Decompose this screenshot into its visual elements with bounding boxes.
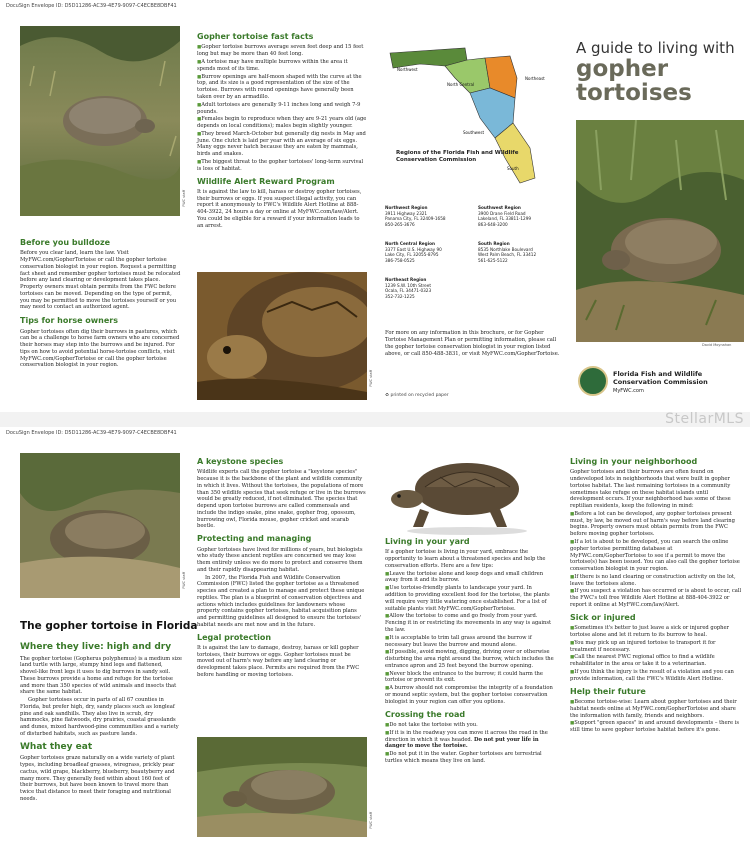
tortoise-burrow-photo bbox=[20, 453, 180, 598]
cover-title-line2: gopher bbox=[576, 56, 669, 83]
cover-title-line3: tortoises bbox=[576, 80, 692, 107]
map-label-northwest: Northwest bbox=[397, 67, 418, 72]
envelope-id: DocuSign Envelope ID: D5D11286-AC39-4E79-9097-C4ECBE8DBF41 bbox=[6, 3, 177, 9]
yard-tip: ■ Allow the tortoise to come and go freely from your yard. Fencing it in or restricting its movements in any way is against the law. bbox=[385, 613, 555, 633]
region-city: Lakeland, FL 33811-1299 bbox=[478, 216, 532, 222]
sick-tip: ■ If you think the injury is the result of a violation and you can provide information, call the FWC's Wildlife Alert Hotline. bbox=[570, 669, 742, 683]
protect-text: Gopher tortoises have lived for millions of years, but biologists who study these ancient reptiles are concerned we may lose them entirely unless we do more to protect and conserve them and their rapidly disappearing habitat. bbox=[197, 546, 363, 573]
recycle-icon: ♻ bbox=[385, 393, 391, 398]
region-city: West Palm Beach, FL 33412 bbox=[478, 252, 537, 258]
region-name: South Region bbox=[478, 241, 510, 246]
column-bulldoze-horse bbox=[20, 236, 182, 370]
region-city: Lake City, FL 32055-8795 bbox=[385, 252, 439, 258]
map-caption: Regions of the Florida Fish and Wildlife Conservation Commission bbox=[396, 150, 519, 164]
neighborhood-intro: Gopher tortoises and their burrows are often found on undeveloped lots in neighborhoods that were built in gopher tortoise habitat. The last remaining tortoises in a community sometimes take refuge on these habitat islands until development occurs. If your neighborhood has some of these reptilian residents, keep the following in mind: bbox=[570, 469, 731, 510]
region-north-central bbox=[385, 241, 470, 264]
more-info-text: For more on any information in this brochure, or for Gopher Tortoise Management Plan or permitting information, please call the gopher tortoise conservation biologist in your region listed above, or call 850-488-3831, or visit MyFWC.com/GopherTortoise. bbox=[385, 330, 560, 358]
neighborhood-tip: ■ Before a lot can be developed, any gopher tortoises present must, by law, be moved out of harm's way before land clearing begins. Property owners must obtain permits from the FWC before moving gopher tortoises. bbox=[570, 511, 742, 538]
yard-tip: ■ Use tortoise-friendly plants to landscape your yard. In addition to providing excellent food for the tortoise, the plants will require very little watering once established. For a list of suitable plants visit MyFWC.com/GopherTortoise. bbox=[385, 585, 555, 612]
reward-text: It is against the law to kill, harass or destroy gopher tortoises, their burrows or eggs. If you suspect illegal activity, you can report it anonymously to FWC's Wildlife Alert Hotline at 888-404-3922, 24 hours a day or online at MyFWC.com/law/Alert. You could be eligible for a reward if your information leads to an arrest. bbox=[197, 188, 362, 229]
yard-tip: ■ It is acceptable to trim tall grass around the burrow if necessary but leave the burrow and mound alone. bbox=[385, 635, 555, 649]
fact-item: ■ They breed March-October but generally dig nests in May and June. One clutch is laid per year with an average of six eggs. Many eggs never hatch because they are eaten by mammals, birds and snakes. bbox=[197, 131, 367, 158]
region-phone: 850-265-3676 bbox=[385, 222, 415, 228]
bulldoze-text: Before you clear land, learn the law. Visit MyFWC.com/GopherTortoise or call the gopher tortoise conservation biologist in your region. Request a permitting fact sheet and remember gopher tortoises must be relocated before any land clearing or development takes place. Property owners must obtain permits from the FWC before tortoises can be moved. Depending on the type of permit, you may be permitted to move the tortoises yourself or you may need to contact an authorized agent. bbox=[20, 250, 181, 311]
region-address: 3377 East U.S. Highway 90 bbox=[385, 246, 442, 252]
cover-tortoise-photo bbox=[576, 120, 744, 342]
yard-intro: If a gopher tortoise is living in your yard, embrace the opportunity to learn about a threatened species and help the conservation efforts. Here are a few tips: bbox=[385, 549, 546, 569]
future-heading: Help their future bbox=[570, 686, 646, 696]
road-tip: ■ Do not take the tortoise with you. bbox=[385, 722, 555, 729]
future-tip: ■ Become tortoise-wise: Learn about gopher tortoises and their habitat needs online at MyFWC.com/GopherTortoise and share the information with family, friends and neighbors. bbox=[570, 699, 742, 719]
region-city: Ocala, FL 34471-0323 bbox=[385, 288, 432, 294]
sick-tip: ■ Sometimes it's better to just leave a sick or injured gopher tortoise alone and let it return to its burrow to heal. bbox=[570, 625, 742, 639]
fact-item: ■ Burrow openings are half-moon shaped with the curve at the top, and its size is a good representation of the size of the tortoise. Burrows with round openings have generally been taken over by an armadillo. bbox=[197, 74, 367, 101]
fact-item: ■ Adult tortoises are generally 9-11 inches long and weigh 7-9 pounds. bbox=[197, 102, 367, 116]
recycled-note bbox=[385, 393, 449, 398]
neighborhood-tip: ■ If a lot is about to be developed, you can search the online gopher tortoise permitting database at MyFWC.com/GopherTortoise to see if a permit to move the tortoise(s) has been issued. You can also call the gopher tortoise conservation biologist in your region. bbox=[570, 539, 742, 573]
map-label-south: South bbox=[507, 166, 519, 171]
bulldoze-heading: Before you bulldoze bbox=[20, 238, 111, 247]
region-city: Panama City, FL 32409-1658 bbox=[385, 216, 446, 222]
column-keystone-protect bbox=[197, 455, 367, 680]
yard-tip: ■ Never block the entrance to the burrow; it could harm the tortoise or prevent its exit. bbox=[385, 671, 555, 685]
map-label-southwest: Southwest bbox=[463, 130, 485, 135]
horse-heading: Tips for horse owners bbox=[20, 316, 119, 326]
fwc-url: MyFWC.com bbox=[613, 388, 644, 394]
neighborhood-tip: ■ If you suspect a violation has occurred or is about to occur, call the FWC's toll free Wildlife Alert Hotline at 888-404-3922 or report it online at MyFWC.com/law/Alert. bbox=[570, 588, 742, 608]
road-tip: ■ Do not put it in the water. Gopher tortoises are terrestrial turtles which means they live on land. bbox=[385, 751, 555, 765]
fact-item: ■ Females begin to reproduce when they are 9-21 years old (age depends on local conditions); males begin slightly younger. bbox=[197, 116, 367, 130]
fwc-logo bbox=[578, 366, 743, 400]
region-name: North Central Region bbox=[385, 241, 435, 246]
fact-item: ■ Gopher tortoise burrows average seven feet deep and 15 feet long but may be more than 40 feet long. bbox=[197, 44, 367, 58]
yard-tip: ■ Leave the tortoise alone and keep dogs and small children away from it and its burrow. bbox=[385, 571, 555, 585]
cover-title-line1: A guide to living with bbox=[576, 39, 735, 57]
column-where-eat bbox=[20, 640, 182, 804]
fwc-seal-icon bbox=[578, 366, 608, 396]
fwc-name-line1: Florida Fish and Wildlife bbox=[613, 370, 703, 378]
future-tip: ■ Support "green spaces" in and around developments – there is still time to save gopher tortoise habitat before it's gone. bbox=[570, 720, 742, 734]
fast-facts-heading: Gopher tortoise fast facts bbox=[197, 32, 314, 41]
brochure-outer-page bbox=[0, 0, 750, 412]
region-name: Northwest Region bbox=[385, 205, 428, 210]
keystone-text: Wildlife experts call the gopher tortoise a "keystone species" because it is the backbone of the plant and wildlife community in which it lives. Without the tortoises, the populations of more than 350 wildlife species that seek refuge or live in the burrows would be greatly reduced, if not eliminated. The species that depend upon tortoise burrows are called commensals and include the indigo snake, pine snake, gopher frog, opossum, burrowing owl, Florida mouse, gopher cricket and scarab beetle. bbox=[197, 469, 366, 530]
where-text: The gopher tortoise (Gopherus polyphemus) is a medium size land turtle with large, stumpy hind legs and flattened, shovel-like front legs it uses to dig burrows in sandy soil. These burrows provide a home and refuge for the tortoise and more than 350 species of wild animals and insects that share the same habitat. bbox=[20, 655, 182, 696]
region-phone: 386-758-0525 bbox=[385, 258, 415, 264]
region-phone: 561-625-5122 bbox=[478, 258, 508, 264]
region-phone: 352-732-1225 bbox=[385, 294, 415, 300]
sick-tip: ■ You may pick up an injured tortoise to transport it for treatment if necessary. bbox=[570, 640, 742, 654]
page-section-title: The gopher tortoise in Florida bbox=[20, 620, 198, 632]
fwc-name-line2: Conservation Commission bbox=[613, 378, 708, 387]
reward-heading: Wildlife Alert Reward Program bbox=[197, 176, 335, 186]
region-name: Northeast Region bbox=[385, 277, 427, 282]
road-tip bbox=[385, 730, 555, 750]
region-southwest bbox=[478, 205, 563, 228]
sick-tip: ■ Call the nearest FWC regional office to find a wildlife rehabilitator in the area or take it to a veterinarian. bbox=[570, 654, 742, 668]
region-address: 8535 Northlake Boulevard bbox=[478, 246, 533, 252]
road-tip-text: If it is in the roadway you can move it across the road in the direction in which it was headed. bbox=[385, 729, 548, 743]
protect-text: In 2007, the Florida Fish and Wildlife Conservation Commission (FWC) listed the gopher tortoise as a threatened species and created a plan to manage and protect these unique reptiles. The plan is a blueprint of conservation objectives and actions which includes guidelines for landowners whose property contains gopher tortoises, habitat acquisition plans and permitting guidelines all designed to ensure the tortoises' habitat needs are met now and in the future. bbox=[197, 574, 365, 628]
column-yard-road bbox=[385, 535, 555, 766]
where-heading: Where they live: high and dry bbox=[20, 642, 172, 652]
eat-text: Gopher tortoises graze naturally on a wide variety of plant types, including broadleaf grasses, wiregrass, prickly pear cactus, wild grape, blackberry, blueberry, beautyberry and many more. They generally feed within about 160 feet of their burrows, but have been known to travel more than twice that distance to meet their foraging and nutritional needs. bbox=[20, 755, 175, 802]
tortoise-closeup-photo bbox=[197, 272, 367, 400]
eat-heading: What they eat bbox=[20, 741, 93, 752]
legal-text: It is against the law to damage, destroy, harass or kill gopher tortoises, their burrows or eggs. Gopher tortoises must be moved out of harm's way before any land clearing or development takes place. Permits are required from the FWC before handling or moving tortoises. bbox=[197, 644, 360, 678]
tortoise-walking-photo bbox=[197, 737, 367, 837]
legal-heading: Legal protection bbox=[197, 632, 272, 642]
region-address: 3911 Highway 2321 bbox=[385, 210, 428, 216]
map-label-north-central: North Central bbox=[447, 82, 475, 87]
fact-item: ■ The biggest threat to the gopher tortoises' long-term survival is loss of habitat. bbox=[197, 159, 367, 173]
region-name: Southwest Region bbox=[478, 205, 521, 210]
where-text: Gopher tortoises occur in parts of all 67 counties in Florida, but prefer high, dry, sandy places such as longleaf pine and oak sandhills. They also live in scrub, dry hammocks, pine flatwoods, dry prairies, coastal grasslands and dunes, mixed hardwood-pine communities and a variety of disturbed habitats, such as pasture lands. bbox=[20, 697, 179, 737]
recycled-text: printed on recycled paper bbox=[390, 393, 449, 398]
region-address: 1239 S.W. 10th Street bbox=[385, 282, 431, 288]
tortoise-cutout-image bbox=[385, 457, 545, 537]
brochure-inner-page bbox=[0, 427, 750, 842]
cover-title bbox=[576, 40, 746, 106]
photo-credit: David Moynahan bbox=[702, 343, 732, 347]
keystone-heading: A keystone species bbox=[197, 457, 284, 466]
region-northwest bbox=[385, 205, 470, 228]
column-fast-facts bbox=[197, 30, 367, 230]
region-phone: 863-648-3200 bbox=[478, 222, 508, 228]
yard-tip: ■ If possible, avoid mowing, digging, driving over or otherwise disturbing the area right around the burrow, which includes the entrance apron and 25 feet beyond the burrow opening. bbox=[385, 649, 555, 669]
photo-credit: FWC staff bbox=[369, 812, 373, 829]
sick-heading: Sick or injured bbox=[570, 612, 636, 622]
road-heading: Crossing the road bbox=[385, 709, 466, 719]
yard-tip: ■ A burrow should not compromise the integrity of a foundation or mound septic system, but the gopher tortoise conservation biologist in your region can offer you options. bbox=[385, 685, 555, 705]
region-address: 3900 Drane Field Road bbox=[478, 210, 526, 216]
envelope-id: DocuSign Envelope ID: D5D11286-AC39-4E79-9097-C4ECBE8DBF41 bbox=[6, 430, 177, 436]
horse-text: Gopher tortoises often dig their burrows in pastures, which can be a challenge to horse farm owners who are concerned their horses may step into the burrows and be injured. For tips on how to avoid potential horse-tortoise conflicts, visit MyFWC.com/GopherTortoise or call the gopher tortoise conservation biologist in your region. bbox=[20, 328, 180, 369]
fact-item: ■ A tortoise may have multiple burrows within the area it spends most of its time. bbox=[197, 59, 367, 73]
neighborhood-tip: ■ If there is no land clearing or construction activity on the lot, leave the tortoises alone. bbox=[570, 574, 742, 588]
fwc-name bbox=[613, 370, 708, 387]
region-south bbox=[478, 241, 563, 264]
road-tip-bold: Do not put your life in danger to move the tortoise. bbox=[385, 736, 539, 750]
map-label-northeast: Northeast bbox=[525, 76, 545, 81]
column-neighborhood bbox=[570, 455, 742, 735]
photo-credit: FWC staff bbox=[182, 190, 186, 207]
photo-credit: FWC staff bbox=[369, 370, 373, 387]
photo-credit: FWC staff bbox=[182, 572, 186, 589]
protect-heading: Protecting and managing bbox=[197, 534, 312, 544]
florida-regions-map bbox=[385, 38, 555, 188]
region-northeast bbox=[385, 277, 470, 300]
stellarmls-watermark: StellarMLS bbox=[665, 411, 744, 427]
neighborhood-heading: Living in your neighborhood bbox=[570, 457, 698, 466]
yard-heading: Living in your yard bbox=[385, 537, 470, 546]
tortoise-photo-grass bbox=[20, 26, 180, 216]
